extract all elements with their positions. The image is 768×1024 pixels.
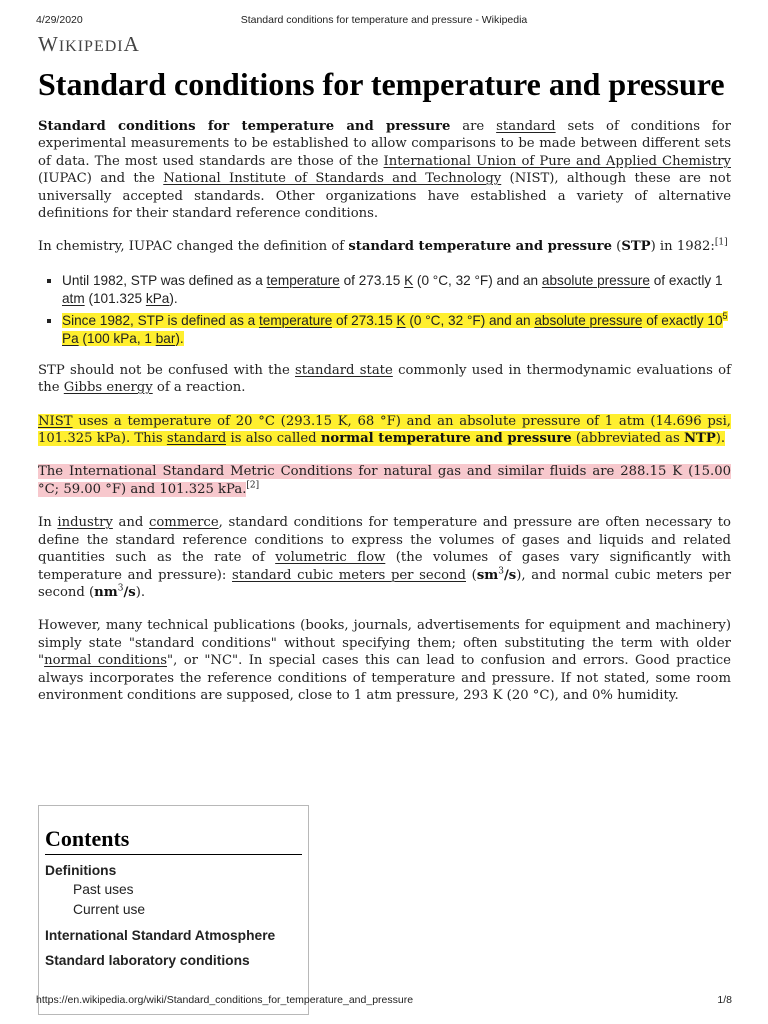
article-link[interactable]: commerce — [148, 515, 219, 531]
toc-item-international-standard-atmosphere[interactable]: International Standard Atmosphere — [45, 928, 276, 943]
text-run: , standard conditions for temperature and pressure are often necessary to define the standard reference conditions to express the volumes of gases and liquids and related quantities such as the rate of — [38, 515, 731, 566]
text-run: (0 °C, 32 °F) and an — [405, 312, 535, 328]
bold-text: STP — [621, 239, 651, 255]
article-link[interactable]: bar — [155, 330, 176, 346]
print-url[interactable]: https://en.wikipedia.org/wiki/Standard_conditions_for_temperature_and_pressure — [36, 994, 414, 1006]
text-run: commonly used in thermodynamic evaluations of the — [38, 362, 731, 396]
article-link[interactable]: atm — [62, 290, 85, 306]
text-run: In — [38, 515, 58, 531]
paragraph-iupac — [38, 238, 731, 255]
article-link[interactable]: standard — [166, 431, 227, 447]
article-link[interactable]: standard state — [295, 362, 393, 378]
text-run: ", or "NC". In special cases this can lead to confusion and errors. Good practice always incorporates the reference conditions of temperature and pressure. If not stated, some room environment conditions are supposed, close to 1 atm pressure, 293 K (20 °C), and 0% humidity. — [38, 653, 731, 703]
print-page-title: Standard conditions for temperature and pressure - Wikipedia — [240, 14, 528, 26]
article-link[interactable]: kPa — [145, 290, 170, 306]
text-run: Until 1982, STP was defined as a — [62, 272, 267, 288]
text-run: ) in 1982: — [650, 239, 715, 255]
text-run: ( — [466, 567, 477, 583]
bold-text: Standard conditions for temperature and pressure — [38, 119, 451, 134]
paragraph-nist — [38, 413, 731, 448]
text-run: (abbreviated as — [571, 431, 684, 447]
reference-marker: 5 — [722, 311, 728, 322]
reference-marker: 3 — [117, 583, 124, 594]
text-run: However, many technical publications (books, journals, advertisements for equipment and machinery) simply state "standard conditions" without specifying them; often substituting the term with older " — [38, 618, 731, 669]
reference-marker: 3 — [498, 566, 504, 577]
toc-item-past-uses[interactable]: Past uses — [73, 882, 134, 897]
wordmark-first: W — [38, 32, 59, 56]
table-of-contents — [38, 805, 309, 1015]
article-link[interactable]: standard — [496, 119, 556, 134]
article-link[interactable]: standard cubic meters per second — [232, 567, 466, 583]
article-content — [38, 66, 731, 720]
text-run: ). — [715, 431, 726, 447]
paragraph-industry — [38, 514, 731, 601]
stp-definitions-list — [38, 272, 731, 348]
paragraph-standard-state — [38, 362, 731, 397]
text-run: sets of conditions for experimental measurements to be established to allow comparisons to be made between different sets of data. The most used standards are those of the — [38, 119, 731, 169]
text-run: are — [450, 119, 497, 134]
text-run: The International Standard Metric Conditions for natural gas and similar fluids are 288.15 K (15.00 °C; 59.00 °F) and 101.325 kPa. — [38, 464, 731, 497]
wordmark-last: A — [123, 32, 140, 56]
text-run: of 273.15 — [339, 272, 405, 288]
article-link[interactable]: K — [404, 272, 414, 288]
list-item — [62, 312, 731, 348]
article-link[interactable]: temperature — [258, 312, 333, 328]
toc-heading: Contents — [45, 826, 302, 855]
text-run: (NIST), although these are not universally accepted standards. Other organizations have established a variety of alternative definitions for their standard reference conditions. — [38, 171, 732, 222]
bold-text: standard temperature and pressure — [348, 239, 612, 255]
article-link[interactable]: industry — [57, 515, 113, 531]
text-run: (IUPAC) and the — [38, 171, 164, 187]
bold-text: nm — [94, 584, 118, 600]
text-run: of a reaction. — [152, 380, 246, 396]
text-run: STP should not be confused with the — [38, 362, 296, 378]
text-run: ). — [135, 584, 146, 600]
text-run: of exactly 10 — [642, 312, 723, 328]
page-number: 1/8 — [717, 994, 732, 1006]
text-run: Since 1982, STP is defined as a — [62, 312, 259, 328]
text-run: of 273.15 — [332, 312, 397, 328]
paragraph-metric-conditions — [38, 463, 731, 498]
print-date: 4/29/2020 — [36, 14, 83, 26]
text-run: (100 kPa, 1 — [78, 330, 156, 346]
article-link[interactable]: Gibbs energy — [63, 380, 153, 396]
toc-item-definitions[interactable]: Definitions — [45, 863, 117, 878]
reference-marker[interactable]: [1] — [714, 238, 728, 249]
article-link[interactable]: absolute pressure — [541, 272, 650, 288]
article-link[interactable]: Pa — [62, 330, 79, 346]
article-link[interactable]: K — [396, 312, 406, 328]
text-run: ). — [175, 330, 184, 346]
text-run: (0 °C, 32 °F) and an — [413, 272, 542, 288]
text-run: uses a temperature of 20 °C (293.15 K, 68 °F) and an absolute pressure of 1 atm (14.696 psi, 101.325 kPa). This — [38, 413, 731, 447]
text-run: In chemistry, IUPAC changed the definition of — [38, 239, 349, 255]
toc-item-standard-laboratory-conditions[interactable]: Standard laboratory conditions — [45, 953, 250, 968]
bold-text: sm — [476, 567, 499, 583]
text-run: of exactly 1 — [649, 272, 723, 288]
text-run: ). — [169, 290, 178, 306]
article-title: Standard conditions for temperature and pressure — [38, 66, 725, 102]
text-run: ( — [611, 239, 622, 255]
bold-text: normal temperature and pressure — [320, 431, 572, 447]
reference-marker[interactable]: [2] — [246, 480, 260, 491]
text-run: ), and normal cubic meters per second ( — [38, 567, 731, 600]
article-link[interactable]: absolute pressure — [534, 312, 643, 328]
wikipedia-wordmark[interactable] — [38, 32, 140, 57]
toc-item-current-use[interactable]: Current use — [73, 902, 146, 917]
text-run: (the volumes of gases vary significantly with temperature and pressure): — [38, 550, 731, 583]
text-run: is also called — [226, 431, 321, 447]
article-link[interactable]: National Institute of Standards and Technology — [163, 171, 502, 187]
text-run: and — [112, 515, 149, 531]
article-link[interactable]: normal conditions — [44, 653, 168, 669]
wordmark-middle: IKIPEDI — [58, 38, 124, 55]
list-item — [62, 272, 731, 308]
article-link[interactable]: International Union of Pure and Applied Chemistry — [383, 153, 731, 169]
article-link[interactable]: volumetric flow — [275, 550, 386, 566]
bold-text: NTP — [683, 431, 716, 447]
article-link[interactable]: temperature — [266, 272, 340, 288]
paragraph-publications — [38, 617, 731, 704]
article-link[interactable]: NIST — [38, 413, 73, 429]
bold-text: /s — [503, 567, 517, 583]
bold-text: /s — [123, 584, 136, 600]
text-run: (101.325 — [84, 290, 146, 306]
paragraph-intro — [38, 118, 731, 222]
